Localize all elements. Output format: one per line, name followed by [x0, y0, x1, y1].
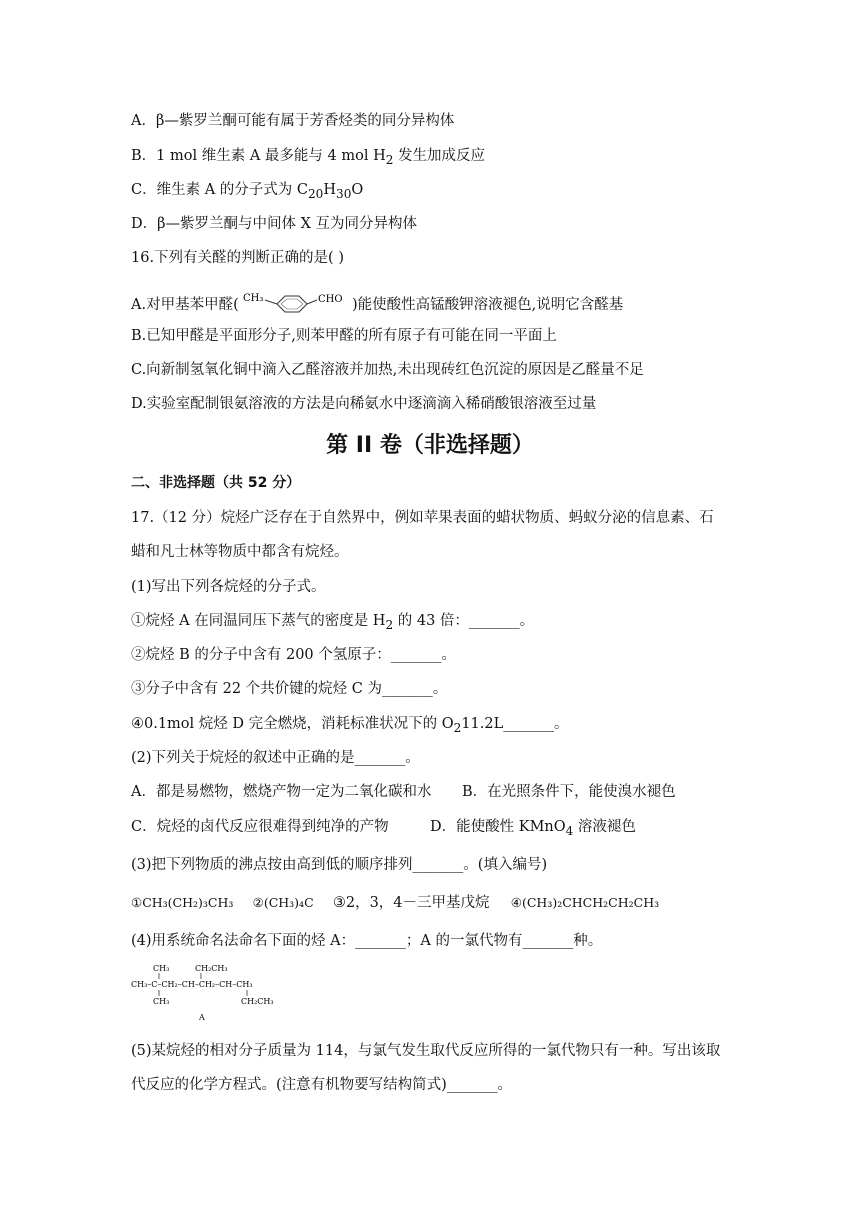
struct-ch3: CH₃	[243, 293, 264, 304]
q16-stem: 16.下列有关醛的判断正确的是( )	[131, 250, 344, 266]
q15-c-sub2: 30	[336, 186, 352, 201]
p1-4-post: 11.2L_______。	[461, 716, 569, 732]
q17-part1-item2: ②烷烃 B 的分子中含有 200 个氢原子：_______。	[131, 647, 457, 663]
q16-option-b: B.已知甲醛是平面形分子,则苯甲醛的所有原子有可能在同一平面上	[131, 328, 557, 344]
struct-cho: CHO	[318, 294, 343, 305]
q15-c-sub1: 20	[308, 186, 324, 201]
p2-d-sub: 4	[565, 823, 574, 838]
q15-b-text: B．1 mol 维生素 A 最多能与 4 mol H	[131, 148, 386, 164]
q15-option-b	[131, 146, 485, 170]
struct-a-main: CH₃–C–CH₂–CH–CH₂–CH–CH₃	[131, 980, 253, 989]
q16-a-pre: A.对甲基苯甲醛(	[131, 297, 239, 313]
q16-option-c: C.向新制氢氧化铜中滴入乙醛溶液并加热,未出现砖红色沉淀的原因是乙醛量不足	[131, 362, 644, 378]
q16-a-post: )能使酸性高锰酸钾溶液褪色,说明它含醛基	[351, 297, 624, 313]
p3-item1: ①CH₃(CH₂)₃CH₃	[131, 895, 234, 910]
p3-item4: ④(CH₃)₂CHCH₂CH₂CH₃	[510, 895, 660, 910]
q15-c-mid: H	[323, 182, 337, 198]
struct-a-top-mid: CH₂CH₃	[195, 964, 228, 973]
p1-4-sub: 2	[453, 720, 462, 735]
struct-a-bottom-right: CH₂CH₃	[241, 997, 274, 1006]
q17-part1-item4	[131, 714, 568, 738]
section-title: 二、非选择题（共 52 分）	[131, 475, 301, 491]
p-methylbenzaldehyde-structure	[243, 290, 347, 320]
struct-a-bottom-left: CH₃	[153, 997, 170, 1006]
p1-1-post: 的 43 倍：_______。	[393, 613, 535, 629]
q15-c-text: C．维生素 A 的分子式为 C	[131, 182, 308, 198]
q17-intro-line2: 蜡和凡士林等物质中都含有烷烃。	[131, 544, 349, 560]
p1-4-pre: ④0.1mol 烷烃 D 完全燃烧，消耗标准状况下的 O	[131, 716, 454, 732]
part2-title: 第 II 卷（非选择题）	[326, 433, 534, 458]
q17-part5-line2: 代反应的化学方程式。(注意有机物要写结构简式)_______。	[131, 1077, 513, 1093]
q15-option-d: D．β—紫罗兰酮与中间体 X 互为同分异构体	[131, 216, 418, 232]
q17-part3-items	[131, 893, 659, 913]
q15-option-a: A．β—紫罗兰酮可能有属于芳香烃类的同分异构体	[131, 113, 455, 129]
q16-option-d: D.实验室配制银氨溶液的方法是向稀氨水中逐滴滴入稀硝酸银溶液至过量	[131, 396, 597, 412]
q17-part2-option-d	[430, 817, 636, 841]
q15-option-c	[131, 180, 363, 204]
q17-part1-item1	[131, 611, 534, 635]
hydrocarbon-a-structure	[131, 962, 291, 1022]
q17-part1-title: (1)写出下列各烷烃的分子式。	[131, 579, 326, 595]
p1-1-sub: 2	[385, 617, 394, 632]
q17-part2-option-b: B．在光照条件下，能使溴水褪色	[462, 784, 676, 800]
struct-a-label: A	[199, 1013, 205, 1022]
q17-part3-title: (3)把下列物质的沸点按由高到低的顺序排列_______。(填入编号)	[131, 857, 548, 873]
q15-b-post: 发生加成反应	[393, 148, 486, 164]
q15-b-sub: 2	[385, 152, 394, 167]
struct-a-top-left: CH₃	[153, 964, 170, 973]
q15-c-post: O	[351, 182, 364, 198]
p2-d-post: 溶液褪色	[573, 819, 636, 835]
q17-intro-line1: 17.（12 分）烷烃广泛存在于自然界中，例如苹果表面的蜡状物质、蚂蚁分泌的信息素、石	[131, 510, 714, 526]
q16-option-a	[131, 290, 623, 320]
q17-part2-option-c: C．烷烃的卤代反应很难得到纯净的产物	[131, 819, 389, 835]
q17-part1-item3: ③分子中含有 22 个共价键的烷烃 C 为_______。	[131, 681, 448, 697]
q17-part4-title: (4)用系统命名法命名下面的烃 A：_______；A 的一氯代物有_______种。	[131, 933, 603, 949]
p3-item2: ②(CH₃)₄C	[252, 895, 314, 910]
p2-d-pre: D．能使酸性 KMnO	[430, 819, 566, 835]
q17-part2-option-a: A．都是易燃物，燃烧产物一定为二氧化碳和水	[131, 784, 432, 800]
q17-part5-line1: (5)某烷烃的相对分子质量为 114，与氯气发生取代反应所得的一氯代物只有一种。写出该取	[131, 1043, 721, 1059]
q17-part2-title: (2)下列关于烷烃的叙述中正确的是_______。	[131, 750, 420, 766]
p3-item3: ③2，3，4－三甲基戊烷	[332, 895, 490, 911]
p1-1-pre: ①烷烃 A 在同温同压下蒸气的密度是 H	[131, 613, 386, 629]
